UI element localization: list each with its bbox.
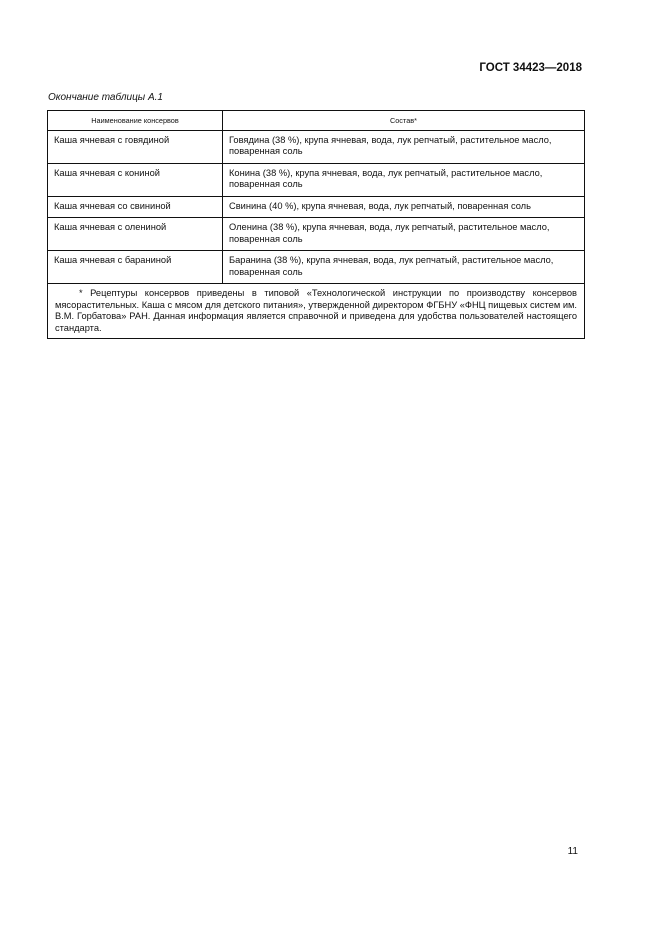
table-row xyxy=(48,218,585,251)
table-header-row xyxy=(48,111,585,131)
row-composition-cell: Баранина (38 %), крупа ячневая, вода, лук репчатый, растительное масло, поваренная соль xyxy=(223,251,585,284)
row-composition-cell: Конина (38 %), крупа ячневая, вода, лук репчатый, растительное масло, поваренная соль xyxy=(223,163,585,196)
row-composition-cell: Оленина (38 %), крупа ячневая, вода, лук репчатый, растительное масло, поваренная соль xyxy=(223,218,585,251)
document-code: ГОСТ 34423—2018 xyxy=(479,62,582,74)
row-name-cell: Каша ячневая с кониной xyxy=(48,163,223,196)
column-header-name: Наименование консервов xyxy=(48,111,223,131)
row-composition-cell: Говядина (38 %), крупа ячневая, вода, лук репчатый, растительное масло, поваренная соль xyxy=(223,130,585,163)
table-footnote-row xyxy=(48,284,585,339)
row-name-cell: Каша ячневая со свининой xyxy=(48,196,223,218)
row-composition-cell: Свинина (40 %), крупа ячневая, вода, лук репчатый, поваренная соль xyxy=(223,196,585,218)
table-row xyxy=(48,130,585,163)
table-caption: Окончание таблицы А.1 xyxy=(48,92,163,103)
table-footnote-cell xyxy=(48,284,585,339)
column-header-composition: Состав* xyxy=(223,111,585,131)
row-name-cell: Каша ячневая с говядиной xyxy=(48,130,223,163)
table-row xyxy=(48,251,585,284)
table-footnote: * Рецептуры консервов приведены в типовой «Технологической инструкции по производству консервов мясорастительных. Каша с мясом для детского питания», утвержденной директором ФГБНУ «ФНЦ пищевых систем им. В.М. Горбатова» РАН. Данная информация является справочной и приведена для удобства пользователей настоящего стандарта. xyxy=(55,288,577,333)
table-row xyxy=(48,196,585,218)
row-name-cell: Каша ячневая с олениной xyxy=(48,218,223,251)
page-number: 11 xyxy=(567,846,578,857)
table-row xyxy=(48,163,585,196)
composition-table xyxy=(47,110,585,339)
row-name-cell: Каша ячневая с бараниной xyxy=(48,251,223,284)
